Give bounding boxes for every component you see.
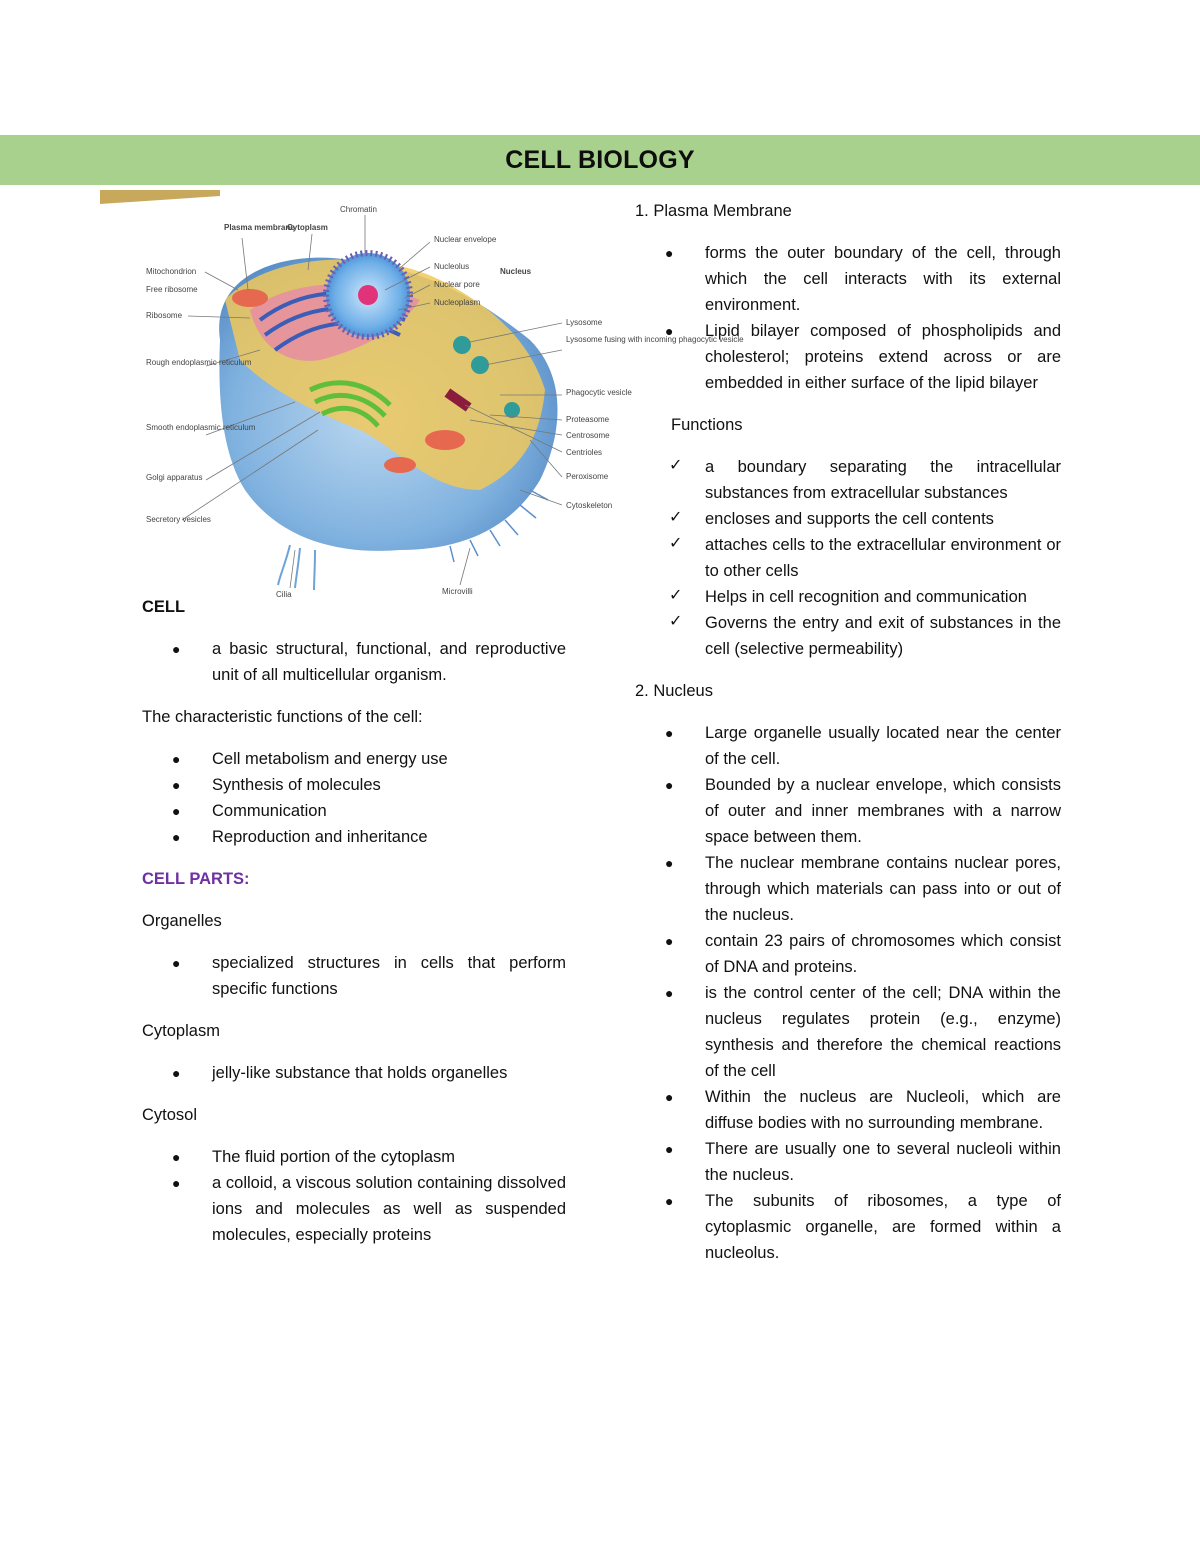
plasma-membrane-list	[635, 240, 1061, 396]
label-nuclear-pore: Nuclear pore	[434, 280, 480, 289]
functions-heading: The characteristic functions of the cell:	[142, 708, 423, 726]
list-item: ● specialized structures in cells that perform specific functions	[142, 950, 566, 1002]
label-nucleus: Nucleus	[500, 267, 532, 276]
label-nuclear-envelope: Nuclear envelope	[434, 235, 497, 244]
mitochondrion-shape	[232, 289, 268, 307]
cytoplasm-heading: Cytoplasm	[142, 1022, 220, 1040]
bullet-icon: ●	[665, 1089, 674, 1105]
label-free-ribosome: Free ribosome	[146, 285, 198, 294]
label-chromatin: Chromatin	[340, 205, 377, 214]
label-lysosome: Lysosome	[566, 318, 603, 327]
list-item: ● Large organelle usually located near the center of the cell.	[635, 720, 1061, 772]
functions-list	[142, 746, 566, 850]
checkmark-icon: ✓	[669, 457, 683, 474]
nucleus-heading: 2. Nucleus	[635, 682, 713, 700]
bullet-icon: ●	[665, 777, 674, 793]
organelles-heading: Organelles	[142, 912, 222, 930]
bullet-icon: ●	[172, 1175, 181, 1191]
cytosol-list	[142, 1144, 566, 1248]
list-item: ✓ encloses and supports the cell contents	[635, 506, 1061, 532]
list-item: ● is the control center of the cell; DNA within the nucleus regulates protein (e.g., enzyme) synthesis and therefore the chemical reactions of the cell	[635, 980, 1061, 1084]
list-item: ● forms the outer boundary of the cell, through which the cell interacts with its external environment.	[635, 240, 1061, 318]
list-item: ● The fluid portion of the cytoplasm	[142, 1144, 566, 1170]
bullet-icon: ●	[665, 725, 674, 741]
organelles-list	[142, 950, 566, 1002]
list-item: ✓ Governs the entry and exit of substances in the cell (selective permeability)	[635, 610, 1061, 662]
plasma-membrane-heading: 1. Plasma Membrane	[635, 202, 792, 220]
cytosol-heading: Cytosol	[142, 1106, 198, 1124]
cell-heading: CELL	[142, 598, 186, 616]
bullet-icon: ●	[665, 1193, 674, 1209]
list-item: ✓ Helps in cell recognition and communication	[635, 584, 1061, 610]
list-item: ● Synthesis of molecules	[142, 772, 566, 798]
header-accent	[100, 190, 220, 204]
bullet-icon: ●	[172, 955, 181, 971]
label-cytoplasm: Cytoplasm	[287, 223, 328, 232]
label-peroxisome: Peroxisome	[566, 472, 609, 481]
list-item: ✓ attaches cells to the extracellular environment or to other cells	[635, 532, 1061, 584]
checkmark-icon: ✓	[669, 509, 683, 526]
nucleus-list	[635, 720, 1061, 1266]
list-item: ✓ a boundary separating the intracellular substances from extracellular substances	[635, 454, 1061, 506]
cell-parts-heading: CELL PARTS:	[142, 870, 250, 888]
title-banner	[0, 135, 1200, 185]
label-phagocytic: Phagocytic vesicle	[566, 388, 632, 397]
bullet-icon: ●	[172, 829, 181, 845]
label-ribosome: Ribosome	[146, 311, 183, 320]
label-smooth-er: Smooth endoplasmic reticulum	[146, 423, 256, 432]
label-lysosome-fusing: Lysosome fusing with incoming phagocytic vesicle	[566, 335, 744, 344]
cytoplasm-list	[142, 1060, 566, 1086]
list-item: ● a colloid, a viscous solution containing dissolved ions and molecules as well as suspended molecules, especially proteins	[142, 1170, 566, 1248]
bullet-icon: ●	[172, 803, 181, 819]
lysosome-shape	[453, 336, 471, 354]
label-rough-er: Rough endoplasmic reticulum	[146, 358, 252, 367]
nucleolus-shape	[358, 285, 378, 305]
bullet-icon: ●	[665, 245, 674, 261]
bullet-icon: ●	[172, 751, 181, 767]
bullet-icon: ●	[665, 323, 674, 339]
bullet-icon: ●	[665, 855, 674, 871]
label-cytoskeleton: Cytoskeleton	[566, 501, 613, 510]
list-item: ● Communication	[142, 798, 566, 824]
list-item: ● contain 23 pairs of chromosomes which consist of DNA and proteins.	[635, 928, 1061, 980]
label-centrosome: Centrosome	[566, 431, 610, 440]
label-plasma-membrane: Plasma membrane	[224, 223, 295, 232]
checkmark-icon: ✓	[669, 613, 683, 630]
list-item: ● There are usually one to several nucleoli within the nucleus.	[635, 1136, 1061, 1188]
label-nucleolus: Nucleolus	[434, 262, 470, 271]
bullet-icon: ●	[172, 641, 181, 657]
membrane-functions-heading: Functions	[671, 416, 743, 434]
label-nucleoplasm: Nucleoplasm	[434, 298, 481, 307]
list-item: ● The nuclear membrane contains nuclear pores, through which materials can pass into or out of the nucleus.	[635, 850, 1061, 928]
bullet-icon: ●	[665, 933, 674, 949]
bullet-icon: ●	[172, 777, 181, 793]
bullet-icon: ●	[172, 1065, 181, 1081]
checkmark-icon: ✓	[669, 535, 683, 552]
label-secretory: Secretory vesicles	[146, 515, 211, 524]
list-item: ● Within the nucleus are Nucleoli, which are diffuse bodies with no surrounding membrane.	[635, 1084, 1061, 1136]
list-item: ● Reproduction and inheritance	[142, 824, 566, 850]
list-item: ● jelly-like substance that holds organelles	[142, 1060, 566, 1086]
right-column	[635, 198, 1061, 1266]
list-item: ● a basic structural, functional, and reproductive unit of all multicellular organism.	[142, 636, 566, 688]
page-title: CELL BIOLOGY	[505, 146, 695, 174]
label-microvilli: Microvilli	[442, 587, 473, 596]
cilia-shape	[278, 545, 315, 590]
mitochondrion-shape-3	[384, 457, 416, 473]
list-item: ● The subunits of ribosomes, a type of cytoplasmic organelle, are formed within a nucleolus.	[635, 1188, 1061, 1266]
list-item: ● Cell metabolism and energy use	[142, 746, 566, 772]
bullet-icon: ●	[172, 1149, 181, 1165]
cell-definition-list	[142, 636, 566, 688]
bullet-icon: ●	[665, 985, 674, 1001]
list-item: ● Lipid bilayer composed of phospholipids and cholesterol; proteins extend across or are embedded in either surface of the lipid bilayer	[635, 318, 1061, 396]
lysosome-shape-3	[504, 402, 520, 418]
checkmark-icon: ✓	[669, 587, 683, 604]
left-column	[142, 594, 566, 1248]
list-item: ● Bounded by a nuclear envelope, which consists of outer and inner membranes with a narrow space between them.	[635, 772, 1061, 850]
label-mitochondrion: Mitochondrion	[146, 267, 197, 276]
label-centrioles: Centrioles	[566, 448, 603, 457]
mitochondrion-shape-2	[425, 430, 465, 450]
membrane-functions-list	[635, 454, 1061, 662]
bullet-icon: ●	[665, 1141, 674, 1157]
label-golgi: Golgi apparatus	[146, 473, 203, 482]
label-proteasome: Proteasome	[566, 415, 610, 424]
label-cilia: Cilia	[276, 590, 292, 599]
